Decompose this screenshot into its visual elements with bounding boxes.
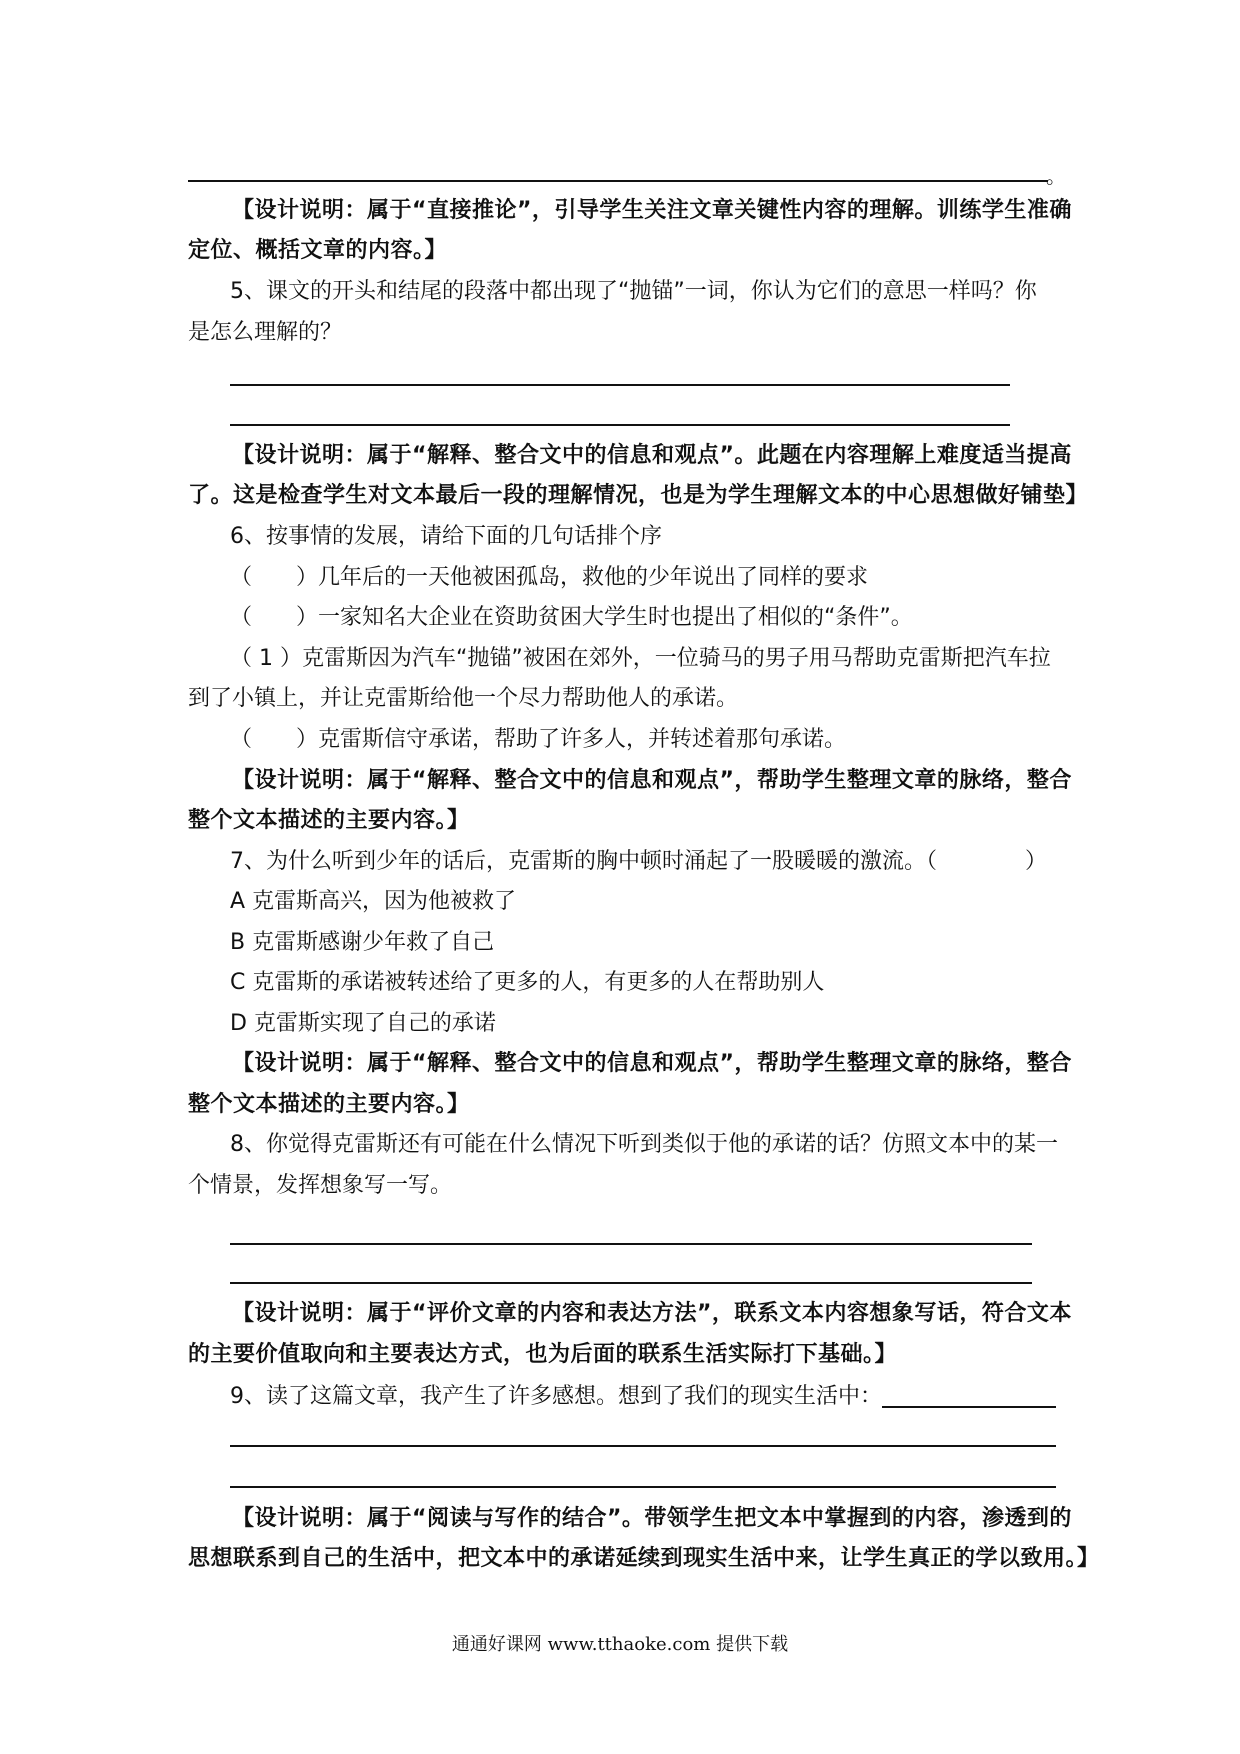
question-8-line2: 个情景，发挥想象写一写。 (188, 1173, 453, 1198)
design-note-q7-line2: 整个文本描述的主要内容。】 (188, 1092, 470, 1117)
design-note-q6-line2: 整个文本描述的主要内容。】 (188, 808, 470, 833)
question-8-line1: 8、你觉得克雷斯还有可能在什么情况下听到类似于他的承诺的话？仿照文本中的某一 (230, 1132, 1058, 1157)
answer-line (230, 424, 1010, 426)
answer-line (230, 1445, 1056, 1447)
top-period: 。 (1046, 164, 1066, 188)
question-6-item: （ 1 ）克雷斯因为汽车“抛锚”被困在郊外，一位骑马的男子用马帮助克雷斯把汽车拉 (230, 646, 1051, 671)
question-5-line1: 5、课文的开头和结尾的段落中都出现了“抛锚”一词，你认为它们的意思一样吗？你 (230, 279, 1037, 304)
answer-line (230, 1282, 1032, 1284)
design-note-q6-line1: 【设计说明：属于“解释、整合文中的信息和观点”，帮助学生整理文章的脉络，整合 (232, 768, 1072, 793)
design-note-q8-line2: 的主要价值取向和主要表达方式，也为后面的联系生活实际打下基础。】 (188, 1342, 898, 1367)
answer-line (230, 1486, 1056, 1488)
design-note-q4-line2: 定位、概括文章的内容。】 (188, 238, 448, 263)
question-7-prompt: 7、为什么听到少年的话后，克雷斯的胸中顿时涌起了一股暖暖的激流。（ ） (230, 849, 1047, 874)
question-9-prompt: 9、读了这篇文章，我产生了许多感想。想到了我们的现实生活中： (230, 1384, 882, 1409)
question-7-option-a: A 克雷斯高兴，因为他被救了 (230, 889, 517, 914)
design-note-q9-line1: 【设计说明：属于“阅读与写作的结合”。带领学生把文本中掌握到的内容，渗透到的 (232, 1506, 1072, 1531)
design-note-q9-line2: 思想联系到自己的生活中，把文本中的承诺延续到现实生活中来，让学生真正的学以致用。】 (188, 1546, 1100, 1571)
question-7-option-c: C 克雷斯的承诺被转述给了更多的人，有更多的人在帮助别人 (230, 970, 825, 995)
page-footer: 通通好课网 www.tthaoke.com 提供下载 (451, 1634, 789, 1655)
answer-line (230, 1243, 1032, 1245)
question-6-item: （ ）几年后的一天他被困孤岛，救他的少年说出了同样的要求 (230, 565, 869, 590)
answer-line (188, 180, 1048, 182)
answer-line (882, 1406, 1056, 1408)
answer-line (230, 384, 1010, 386)
design-note-q8-line1: 【设计说明：属于“评价文章的内容和表达方法”，联系文本内容想象写话，符合文本 (232, 1301, 1072, 1326)
question-6-prompt: 6、按事情的发展，请给下面的几句话排个序 (230, 524, 662, 549)
design-note-q7-line1: 【设计说明：属于“解释、整合文中的信息和观点”，帮助学生整理文章的脉络，整合 (232, 1051, 1072, 1076)
question-6-item-cont: 到了小镇上，并让克雷斯给他一个尽力帮助他人的承诺。 (188, 686, 739, 711)
question-6-item: （ ）克雷斯信守承诺，帮助了许多人，并转述着那句承诺。 (230, 727, 847, 752)
design-note-q5-line2: 了。这是检查学生对文本最后一段的理解情况，也是为学生理解文本的中心思想做好铺垫】 (188, 483, 1089, 508)
question-7-option-d: D 克雷斯实现了自己的承诺 (230, 1011, 496, 1036)
design-note-q5-line1: 【设计说明：属于“解释、整合文中的信息和观点”。此题在内容理解上难度适当提高 (232, 443, 1072, 468)
question-6-item: （ ）一家知名大企业在资助贫困大学生时也提出了相似的“条件”。 (230, 605, 913, 630)
design-note-q4-line1: 【设计说明：属于“直接推论”，引导学生关注文章关键性内容的理解。训练学生准确 (232, 198, 1072, 223)
question-7-option-b: B 克雷斯感谢少年救了自己 (230, 930, 495, 955)
question-5-line2: 是怎么理解的？ (188, 320, 343, 345)
